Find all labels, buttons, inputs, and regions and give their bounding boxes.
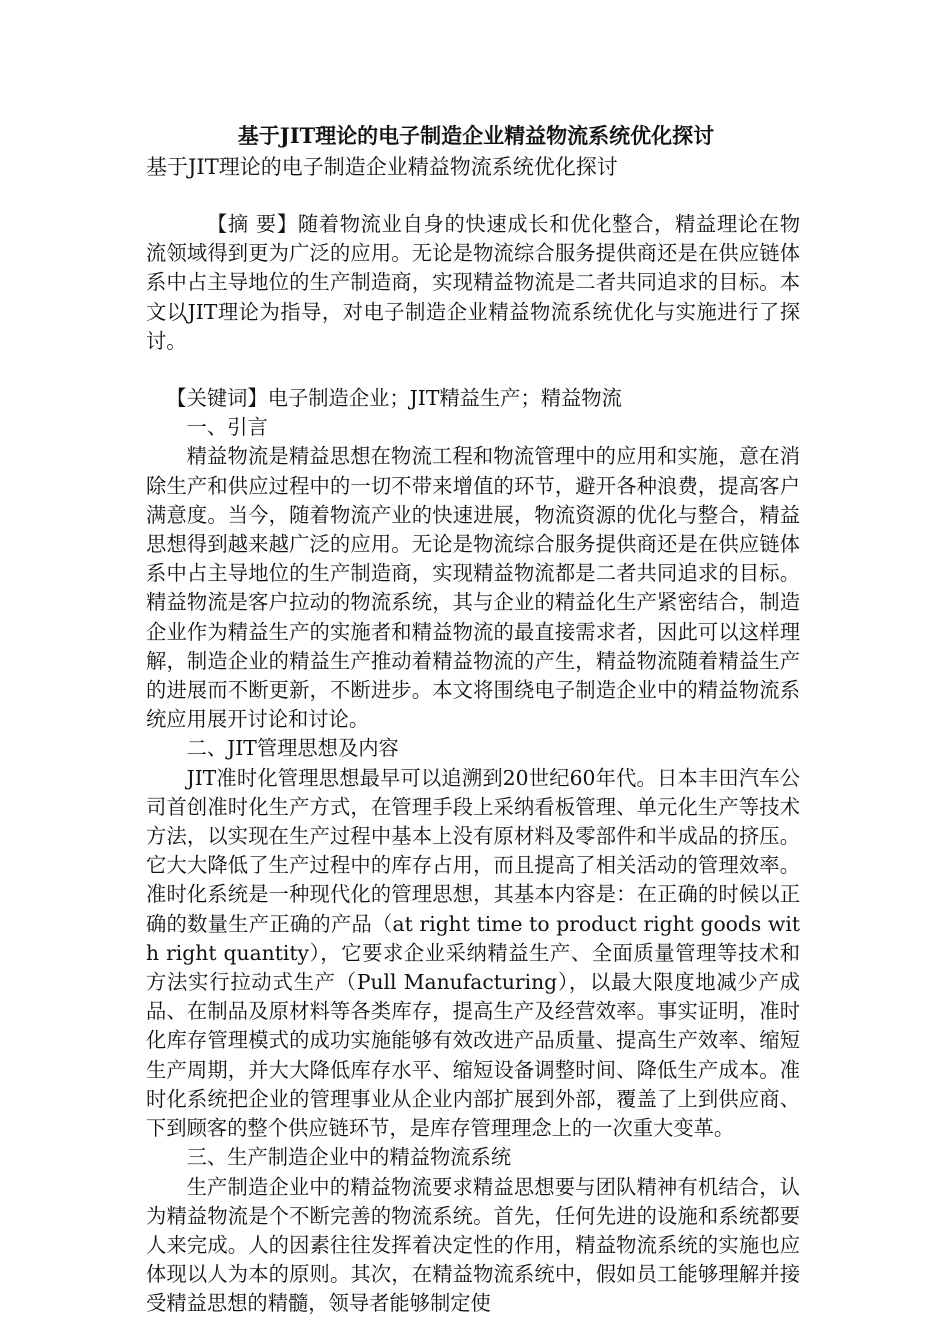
keywords-line: 【关键词】电子制造企业；JIT精益生产；精益物流 bbox=[166, 386, 622, 411]
document-title: 基于JIT理论的电子制造企业精益物流系统优化探讨 bbox=[237, 123, 715, 148]
abstract-paragraph: 【摘 要】随着物流业自身的快速成长和优化整合，精益理论在物流领域得到更为广泛的应用。无论是物流综合服务提供商还是在供应链体系中占主导地位的生产制造商，实现精益物流是二者共同追求的目标。本文以JIT理论为指导，对电子制造企业精益物流系统优化与实施进行了探讨。 bbox=[146, 212, 800, 353]
document-page bbox=[146, 120, 800, 1319]
section-body-lean-logistics: 生产制造企业中的精益物流要求精益思想要与团队精神有机结合，认为精益物流是个不断完善的物流系统。首先，任何先进的设施和系统都要人来完成。人的因素往往发挥着决定性的作用，精益物流系统的实施也应体现以人为本的原则。其次，在精益物流系统中，假如员工能够理解并接受精益思想的精髓，领导者能够制定使 bbox=[146, 1174, 800, 1316]
section-heading-jit: 二、JIT管理思想及内容 bbox=[186, 736, 399, 761]
section-heading-lean-logistics: 三、生产制造企业中的精益物流系统 bbox=[186, 1145, 512, 1170]
section-body-jit: JIT准时化管理思想最早可以追溯到20世纪60年代。日本丰田汽车公司首创准时化生产方式，在管理手段上采纳看板管理、单元化生产等技术方法，以实现在生产过程中基本上没有原材料及零部件和半成品的挤压。它大大降低了生产过程中的库存占用，而且提高了相关活动的管理效率。准时化系统是一种现代化的管理思想，其基本内容是：在正确的时候以正确的数量生产正确的产品（at right time to product right goods with right quantity），它要求企业采纳精益生产、全面质量管理等技术和方法实行拉动式生产（Pull Manufacturing），以最大限度地减少产成品、在制品及原材料等各类库存，提高生产及经营效率。事实证明，准时化库存管理模式的成功实施能够有效改进产品质量、提高生产效率、缩短生产周期，并大大降低库存水平、缩短设备调整时间、降低生产成本。准时化系统把企业的管理事业从企业内部扩展到外部，覆盖了上到供应商、下到顾客的整个供应链环节，是库存管理理念上的一次重大变革。 bbox=[146, 765, 800, 1141]
section-heading-intro: 一、引言 bbox=[186, 415, 268, 440]
document-subtitle: 基于JIT理论的电子制造企业精益物流系统优化探讨 bbox=[146, 155, 618, 179]
section-body-intro: 精益物流是精益思想在物流工程和物流管理中的应用和实施，意在消除生产和供应过程中的一切不带来增值的环节，避开各种浪费，提高客户满意度。当今，随着物流产业的快速进展，物流资源的优化与整合，精益思想得到越来越广泛的应用。无论是物流综合服务提供商还是在供应链体系中占主导地位的生产制造商，实现精益物流都是二者共同追求的目标。精益物流是客户拉动的物流系统，其与企业的精益化生产紧密结合，制造企业作为精益生产的实施者和精益物流的最直接需求者，因此可以这样理解，制造企业的精益生产推动着精益物流的产生，精益物流随着精益生产的进展而不断更新，不断进步。本文将围绕电子制造企业中的精益物流系统应用展开讨论和讨论。 bbox=[146, 444, 800, 732]
